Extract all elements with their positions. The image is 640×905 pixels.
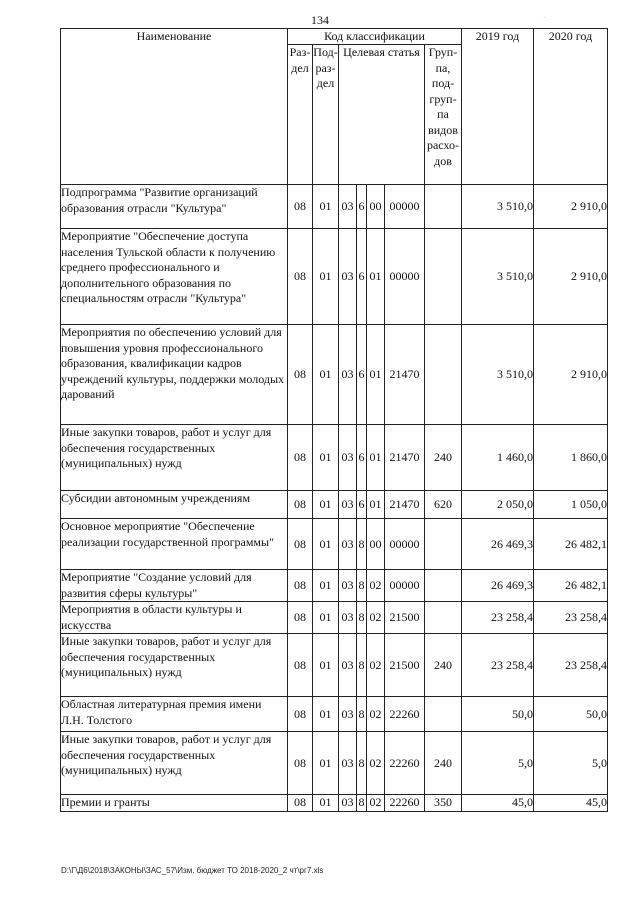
cell-target-subprogram: 6 bbox=[357, 185, 367, 229]
cell-subsection: 01 bbox=[313, 491, 339, 519]
cell-subsection: 01 bbox=[313, 570, 339, 602]
cell-amount-2020: 2 910,0 bbox=[534, 229, 608, 325]
cell-expense-group bbox=[425, 229, 462, 325]
cell-target-activity: 01 bbox=[367, 425, 385, 491]
cell-target-direction: 00000 bbox=[385, 570, 425, 602]
cell-target-subprogram: 6 bbox=[357, 491, 367, 519]
cell-subsection: 01 bbox=[313, 697, 339, 732]
cell-target-subprogram: 6 bbox=[357, 325, 367, 425]
budget-table bbox=[60, 28, 608, 812]
cell-expense-group: 350 bbox=[425, 795, 462, 812]
cell-name: Иные закупки товаров, работ и услуг для обеспечения государственных (муниципальных) нужд bbox=[61, 425, 288, 491]
cell-target-activity: 02 bbox=[367, 634, 385, 697]
cell-target-subprogram: 8 bbox=[357, 634, 367, 697]
cell-name: Премии и гранты bbox=[61, 795, 288, 812]
cell-target-direction: 00000 bbox=[385, 185, 425, 229]
cell-expense-group bbox=[425, 519, 462, 570]
header-year-2020: 2020 год bbox=[534, 29, 608, 185]
cell-target-activity: 02 bbox=[367, 795, 385, 812]
cell-amount-2020: 50,0 bbox=[534, 697, 608, 732]
cell-target-program: 03 bbox=[339, 697, 357, 732]
cell-target-direction: 22260 bbox=[385, 795, 425, 812]
cell-amount-2020: 45,0 bbox=[534, 795, 608, 812]
cell-target-subprogram: 8 bbox=[357, 519, 367, 570]
cell-target-program: 03 bbox=[339, 634, 357, 697]
cell-name: Основное мероприятие "Обеспечение реализации государственной программы" bbox=[61, 519, 288, 570]
cell-target-activity: 01 bbox=[367, 491, 385, 519]
cell-target-activity: 02 bbox=[367, 570, 385, 602]
cell-target-direction: 00000 bbox=[385, 229, 425, 325]
cell-target-program: 03 bbox=[339, 491, 357, 519]
cell-amount-2020: 23 258,4 bbox=[534, 634, 608, 697]
table-row bbox=[61, 325, 608, 425]
cell-target-subprogram: 8 bbox=[358, 795, 365, 810]
cell-amount-2019: 2 050,0 bbox=[462, 491, 534, 519]
cell-target-program: 03 bbox=[339, 185, 357, 229]
header-classification-code: Код классификации bbox=[288, 29, 462, 45]
cell-subsection: 01 bbox=[313, 325, 339, 425]
cell-name: Субсидии автономным учреждениям bbox=[61, 491, 288, 519]
cell-name: Подпрограмма "Развитие организаций образования отрасли "Культура" bbox=[61, 185, 288, 229]
cell-amount-2019: 26 469,3 bbox=[462, 519, 534, 570]
cell-subsection: 01 bbox=[313, 229, 339, 325]
cell-amount-2020: 23 258,4 bbox=[534, 602, 608, 634]
cell-expense-group: 240 bbox=[425, 732, 462, 795]
cell-expense-group bbox=[425, 185, 462, 229]
cell-amount-2019: 3 510,0 bbox=[462, 185, 534, 229]
cell-amount-2020: 1 860,0 bbox=[534, 425, 608, 491]
corner-mark: · bbox=[543, 14, 546, 22]
cell-subsection: 01 bbox=[313, 519, 339, 570]
cell-target-direction: 00000 bbox=[385, 519, 425, 570]
cell-target-program: 03 bbox=[339, 602, 357, 634]
cell-target-direction: 21500 bbox=[385, 634, 425, 697]
cell-name: Областная литературная премия имени Л.Н. Толстого bbox=[61, 697, 288, 732]
cell-name: Мероприятие "Создание условий для развития сферы культуры" bbox=[61, 570, 288, 602]
cell-amount-2020: 2 910,0 bbox=[534, 185, 608, 229]
header-name: Наименование bbox=[61, 29, 288, 185]
cell-section: 08 bbox=[288, 185, 313, 229]
cell-target-activity: 02 bbox=[367, 732, 385, 795]
cell-expense-group: 240 bbox=[425, 634, 462, 697]
table-row bbox=[61, 634, 608, 697]
cell-section: 08 bbox=[288, 634, 313, 697]
cell-target-activity: 00 bbox=[367, 519, 385, 570]
cell-target-subprogram: 8 bbox=[357, 697, 367, 732]
cell-target-subprogram: 6 bbox=[357, 425, 367, 491]
cell-section: 08 bbox=[288, 570, 313, 602]
header-year-2019: 2019 год bbox=[462, 29, 534, 185]
cell-section: 08 bbox=[288, 732, 313, 795]
table-body bbox=[61, 185, 608, 812]
cell-name: Мероприятие "Обеспечение доступа населения Тульской области к получению среднего профессионального и дополнительного образования по специальностям отрасли "Культура" bbox=[61, 229, 288, 325]
cell-amount-2020: 26 482,1 bbox=[534, 570, 608, 602]
cell-expense-group: 620 bbox=[425, 491, 462, 519]
cell-name: Иные закупки товаров, работ и услуг для обеспечения государственных (муниципальных) нужд bbox=[61, 732, 288, 795]
footer-file-path: D:\Г\Д6\2018\ЗАКОНЫ\ЗАС_57\Изм. бюджет ТО 2018-2020_2 чт\рг7.xls bbox=[61, 866, 324, 875]
cell-amount-2019: 1 460,0 bbox=[462, 425, 534, 491]
cell-amount-2019: 3 510,0 bbox=[462, 325, 534, 425]
cell-target-program: 03 bbox=[339, 732, 357, 795]
cell-subsection: 01 bbox=[313, 634, 339, 697]
cell-target-subprogram: 8 bbox=[357, 732, 367, 795]
cell-section: 08 bbox=[288, 602, 313, 634]
table-row bbox=[61, 697, 608, 732]
cell-amount-2020: 26 482,1 bbox=[534, 519, 608, 570]
cell-target-subprogram: 8 bbox=[357, 602, 367, 634]
cell-target-program: 03 bbox=[339, 519, 357, 570]
cell-target-direction: 21470 bbox=[385, 325, 425, 425]
cell-target-direction: 22260 bbox=[385, 732, 425, 795]
cell-target-activity: 01 bbox=[367, 325, 385, 425]
table-row bbox=[61, 795, 608, 812]
cell-target-direction: 21500 bbox=[385, 602, 425, 634]
table-row bbox=[61, 570, 608, 602]
header-target-item: Целевая статья bbox=[339, 45, 425, 185]
cell-target-program: 03 bbox=[339, 795, 357, 812]
cell-target-activity: 02 bbox=[367, 697, 385, 732]
cell-amount-2020: 5,0 bbox=[534, 732, 608, 795]
cell-subsection: 01 bbox=[313, 732, 339, 795]
cell-amount-2020: 2 910,0 bbox=[534, 325, 608, 425]
cell-amount-2019: 23 258,4 bbox=[462, 634, 534, 697]
cell-target-program: 03 bbox=[339, 325, 357, 425]
cell-target-direction: 21470 bbox=[385, 425, 425, 491]
cell-amount-2019: 26 469,3 bbox=[462, 570, 534, 602]
cell-subsection: 01 bbox=[313, 602, 339, 634]
cell-target-activity: 02 bbox=[367, 602, 385, 634]
cell-subsection: 01 bbox=[313, 185, 339, 229]
cell-expense-group bbox=[425, 325, 462, 425]
cell-amount-2019: 3 510,0 bbox=[462, 229, 534, 325]
cell-target-direction: 22260 bbox=[385, 697, 425, 732]
cell-expense-group: 240 bbox=[425, 425, 462, 491]
header-subsection: Под- раз- дел bbox=[313, 45, 339, 185]
cell-target-direction: 21470 bbox=[385, 491, 425, 519]
table-row bbox=[61, 602, 608, 634]
cell-target-program: 03 bbox=[339, 425, 357, 491]
header-expense-group: Груп- па, под- груп- па видов расхо- дов bbox=[425, 45, 462, 185]
table-row bbox=[61, 425, 608, 491]
cell-name: Иные закупки товаров, работ и услуг для обеспечения государственных (муниципальных) нужд bbox=[61, 634, 288, 697]
page-number: 134 bbox=[311, 13, 329, 27]
cell-amount-2019: 45,0 bbox=[462, 795, 534, 812]
cell-subsection: 01 bbox=[313, 795, 339, 812]
cell-section: 08 bbox=[288, 795, 313, 812]
table-row bbox=[61, 519, 608, 570]
table-row bbox=[61, 732, 608, 795]
table-row bbox=[61, 229, 608, 325]
header-section: Раз- дел bbox=[288, 45, 313, 185]
cell-expense-group bbox=[425, 697, 462, 732]
cell-amount-2019: 23 258,4 bbox=[462, 602, 534, 634]
table-row bbox=[61, 185, 608, 229]
cell-name: Мероприятия в области культуры и искусства bbox=[61, 602, 288, 634]
cell-target-subprogram: 8 bbox=[357, 570, 367, 602]
cell-section: 08 bbox=[288, 519, 313, 570]
cell-amount-2019: 5,0 bbox=[462, 732, 534, 795]
cell-target-subprogram: 6 bbox=[357, 229, 367, 325]
cell-subsection: 01 bbox=[313, 425, 339, 491]
cell-name: Мероприятия по обеспечению условий для повышения уровня профессионального образования, квалификации кадров учреждений культуры, поддержки молодых дарований bbox=[61, 325, 288, 425]
table-row bbox=[61, 491, 608, 519]
cell-section: 08 bbox=[288, 229, 313, 325]
cell-section: 08 bbox=[288, 491, 313, 519]
cell-section: 08 bbox=[288, 325, 313, 425]
cell-expense-group bbox=[425, 570, 462, 602]
cell-target-activity: 01 bbox=[367, 229, 385, 325]
cell-amount-2020: 1 050,0 bbox=[534, 491, 608, 519]
cell-expense-group bbox=[425, 602, 462, 634]
cell-section: 08 bbox=[288, 425, 313, 491]
cell-target-activity: 00 bbox=[367, 185, 385, 229]
cell-section: 08 bbox=[288, 697, 313, 732]
cell-target-program: 03 bbox=[339, 229, 357, 325]
cell-target-program: 03 bbox=[339, 570, 357, 602]
cell-amount-2019: 50,0 bbox=[462, 697, 534, 732]
